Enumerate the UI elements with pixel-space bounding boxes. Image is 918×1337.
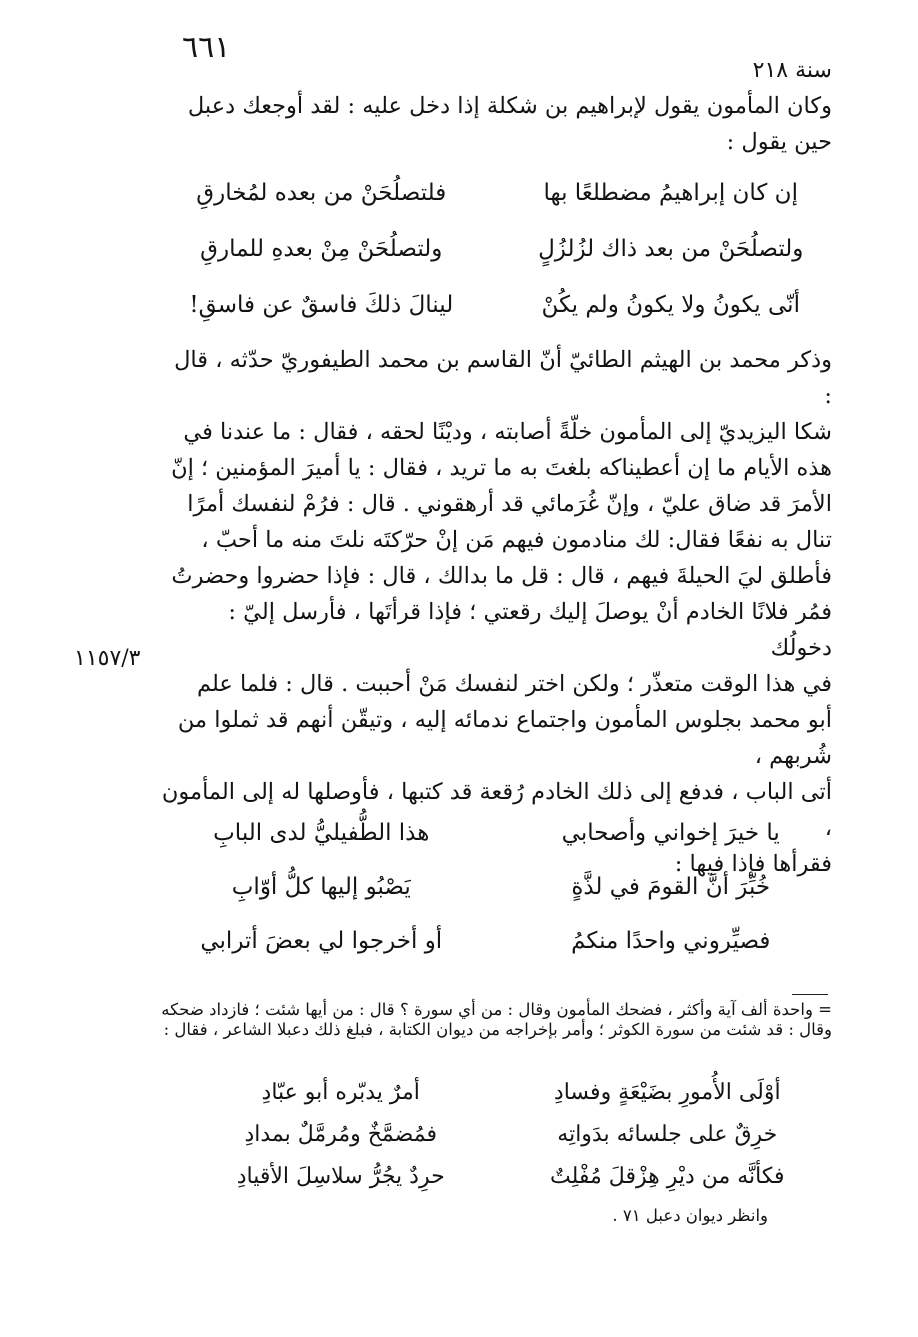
hemistich-second: لينالَ ذلكَ فاسقٌ عن فاسقِ! <box>189 292 454 318</box>
verse-line <box>160 820 832 868</box>
hemistich-second: أو أخرجوا لي بعضَ أترابي <box>200 928 443 954</box>
hemistich-first: أنّى يكونُ ولا يكونُ ولم يكُنْ <box>541 292 800 318</box>
margin-reference: ١١٥٧/٣ <box>74 646 141 671</box>
verse-line <box>190 1164 818 1202</box>
verse-line <box>160 236 832 284</box>
text-line: فأطلق ليَ الحيلةَ فيهم ، قال : قل ما بدالك ، قال : فإذا حضروا وحضرتُ <box>171 563 832 589</box>
verse-line <box>160 928 832 976</box>
hemistich-second: أمرٌ يدبّره أبو عبّادِ <box>261 1080 420 1105</box>
hemistich-second: حرِدٌ يجُرُّ سلاسِلَ الأقيادِ <box>236 1164 445 1189</box>
text-line: هذه الأيام ما إن أعطيناكه بلغتَ به ما تريد ، فقال : يا أميرَ المؤمنين ؛ إنّ <box>171 455 832 481</box>
hemistich-first: فصيِّروني واحدًا منكمُ <box>571 928 771 954</box>
footnote-line: وقال : قد شئت من سورة الكوثر ؛ وأمر بإخراجه من ديوان الكتابة ، فبلغ ذلك دعبلا الشاعر ، فقال : <box>163 1020 832 1039</box>
hemistich-first: خُبِّرَ أنَّ القومَ في لذَّةٍ <box>571 874 771 900</box>
paragraph-intro <box>160 88 832 160</box>
page-number: ٦٦١ <box>182 30 231 65</box>
footnote <box>160 1000 832 1040</box>
poem-dibil <box>160 180 832 340</box>
text-line: فمُر فلانًا الخادم أنْ يوصلَ إليك رقعتي ؛ فإذا قرأتَها ، فأرسل إليّ : دخولُك <box>228 599 832 661</box>
hemistich-second: ولتصلُحَنْ مِنْ بعدهِ للمارقِ <box>200 236 443 262</box>
verse-line <box>160 180 832 228</box>
hemistich-first: أوْلَى الأُمورِ بضَيْعَةٍ وفسادِ <box>553 1080 781 1105</box>
text-line: في هذا الوقت متعذّر ؛ ولكن اختر لنفسك مَنْ أحببت . قال : فلما علم <box>197 671 832 697</box>
verse-line <box>160 292 832 340</box>
hemistich-first: ولتصلُحَنْ من بعد ذاك لزُلزُلٍ <box>538 236 804 262</box>
hemistich-second: فلتصلُحَنْ من بعده لمُخارقِ <box>196 180 447 206</box>
hemistich-second: يَصْبُو إليها كلُّ أوّابِ <box>231 874 411 900</box>
year-header: سنة ٢١٨ <box>752 58 832 83</box>
footnote-line: = واحدة ألف آية وأكثر ، فضحك المأمون وقال : من أي سورة ؟ قال : من أيها شئت ؛ فازداد ضحكه <box>161 1000 832 1019</box>
hemistich-first: فكأنَّه من ديْرِ هِزْقلَ مُفْلِتٌ <box>549 1164 785 1189</box>
text-line: أبو محمد بجلوس المأمون واجتماع ندمائه إليه ، وتيقّن أنهم قد ثملوا من شُربهم ، <box>177 707 832 769</box>
text-line: الأمرَ قد ضاق عليّ ، وإنّ غُرَمائي قد أرهقوني . قال : فرُمْ لنفسك أمرًا <box>187 491 832 517</box>
text-line: وذكر محمد بن الهيثم الطائيّ أنّ القاسم بن محمد الطيفوريّ حدّثه ، قال : <box>174 347 832 409</box>
hemistich-second: هذا الطُّفيليُّ لدى البابِ <box>213 820 430 846</box>
text-line: فقرأها فإذا فيها : <box>674 851 832 877</box>
hemistich-first: خرِقٌ على جلسائه بدَواتِه <box>557 1122 778 1147</box>
text-line: تنال به نفعًا فقال: لك منادمون فيهم مَن إنْ حرّكتَه نلتَ منه ما أحبّ ، <box>201 527 832 553</box>
poem-tufayli <box>160 820 832 976</box>
verse-line <box>190 1122 818 1160</box>
text-line: أتى الباب ، فدفع إلى ذلك الخادم رُقعة قد كتبها ، فأوصلها له إلى المأمون ، <box>161 779 832 841</box>
footnote-divider <box>792 994 828 995</box>
hemistich-first: إن كان إبراهيمُ مضطلعًا بها <box>543 180 798 206</box>
verse-line <box>160 874 832 922</box>
verse-line <box>190 1080 818 1118</box>
hemistich-first: يا خيرَ إخواني وأصحابي <box>561 820 780 846</box>
text-line: وكان المأمون يقول لإبراهيم بن شكلة إذا دخل عليه : لقد أوجعك دعبل <box>187 93 832 119</box>
text-line: شكا اليزيديّ إلى المأمون خلّةً أصابته ، وديْنًا لحقه ، فقال : ما عندنا في <box>183 419 832 445</box>
footnote-poem <box>190 1080 818 1202</box>
text-line: حين يقول : <box>726 129 832 155</box>
footnote-reference: وانظر ديوان دعبل ٧١ . <box>612 1206 768 1225</box>
paragraph-yazidi-story <box>160 342 832 882</box>
hemistich-second: فمُضمَّخٌ ومُرمَّلٌ بمدادِ <box>244 1122 437 1147</box>
